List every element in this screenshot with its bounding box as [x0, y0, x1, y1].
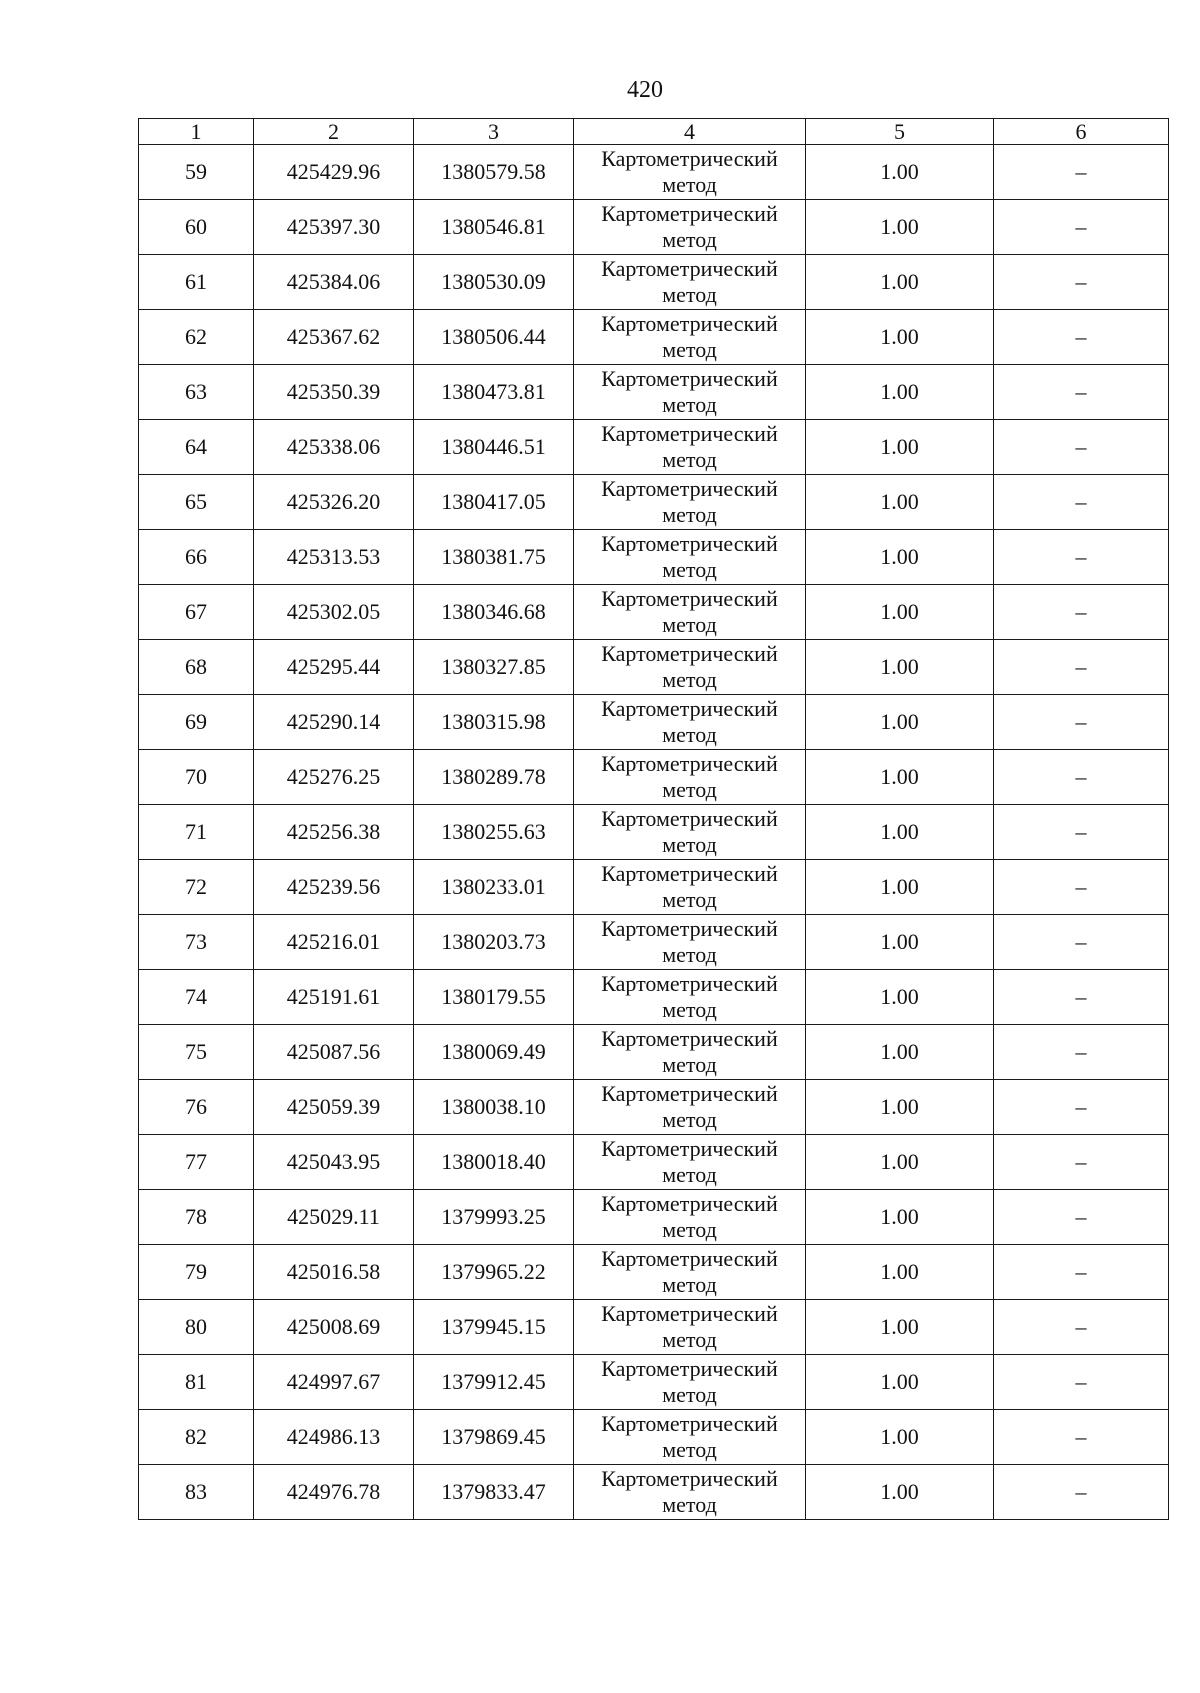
note-cell: –	[994, 805, 1169, 860]
coordinates-table	[138, 118, 1169, 1520]
method-cell: Картометрический метод	[574, 585, 806, 640]
point-number-cell: 69	[139, 695, 254, 750]
method-cell: Картометрический метод	[574, 1135, 806, 1190]
point-number-cell: 68	[139, 640, 254, 695]
y-coordinate-cell: 1379869.45	[414, 1410, 574, 1465]
x-coordinate-cell: 425191.61	[254, 970, 414, 1025]
y-coordinate-cell: 1380579.58	[414, 145, 574, 200]
point-number-cell: 83	[139, 1465, 254, 1520]
y-coordinate-cell: 1379993.25	[414, 1190, 574, 1245]
y-coordinate-cell: 1380233.01	[414, 860, 574, 915]
point-number-cell: 70	[139, 750, 254, 805]
note-cell: –	[994, 310, 1169, 365]
x-coordinate-cell: 425290.14	[254, 695, 414, 750]
y-coordinate-cell: 1380473.81	[414, 365, 574, 420]
x-coordinate-cell: 425397.30	[254, 200, 414, 255]
accuracy-cell: 1.00	[806, 255, 994, 310]
note-cell: –	[994, 860, 1169, 915]
point-number-cell: 79	[139, 1245, 254, 1300]
x-coordinate-cell: 425295.44	[254, 640, 414, 695]
accuracy-cell: 1.00	[806, 1135, 994, 1190]
table-row	[139, 365, 1169, 420]
point-number-cell: 78	[139, 1190, 254, 1245]
note-cell: –	[994, 1080, 1169, 1135]
accuracy-cell: 1.00	[806, 1080, 994, 1135]
method-cell: Картометрический метод	[574, 695, 806, 750]
method-cell: Картометрический метод	[574, 200, 806, 255]
point-number-cell: 75	[139, 1025, 254, 1080]
x-coordinate-cell: 424976.78	[254, 1465, 414, 1520]
x-coordinate-cell: 425326.20	[254, 475, 414, 530]
accuracy-cell: 1.00	[806, 1025, 994, 1080]
method-cell: Картометрический метод	[574, 640, 806, 695]
table-row	[139, 1410, 1169, 1465]
note-cell: –	[994, 585, 1169, 640]
note-cell: –	[994, 1245, 1169, 1300]
method-cell: Картометрический метод	[574, 1355, 806, 1410]
column-header-5: 5	[806, 119, 994, 145]
accuracy-cell: 1.00	[806, 1190, 994, 1245]
column-header-1: 1	[139, 119, 254, 145]
method-cell: Картометрический метод	[574, 1025, 806, 1080]
method-cell: Картометрический метод	[574, 1190, 806, 1245]
page-number: 420	[627, 77, 663, 103]
accuracy-cell: 1.00	[806, 915, 994, 970]
point-number-cell: 60	[139, 200, 254, 255]
y-coordinate-cell: 1380203.73	[414, 915, 574, 970]
x-coordinate-cell: 425216.01	[254, 915, 414, 970]
x-coordinate-cell: 425429.96	[254, 145, 414, 200]
point-number-cell: 82	[139, 1410, 254, 1465]
accuracy-cell: 1.00	[806, 1300, 994, 1355]
note-cell: –	[994, 255, 1169, 310]
note-cell: –	[994, 915, 1169, 970]
method-cell: Картометрический метод	[574, 1300, 806, 1355]
y-coordinate-cell: 1379912.45	[414, 1355, 574, 1410]
column-header-3: 3	[414, 119, 574, 145]
note-cell: –	[994, 750, 1169, 805]
accuracy-cell: 1.00	[806, 585, 994, 640]
x-coordinate-cell: 425367.62	[254, 310, 414, 365]
note-cell: –	[994, 1025, 1169, 1080]
table-row	[139, 1245, 1169, 1300]
table-row	[139, 145, 1169, 200]
x-coordinate-cell: 425384.06	[254, 255, 414, 310]
accuracy-cell: 1.00	[806, 750, 994, 805]
table-row	[139, 695, 1169, 750]
method-cell: Картометрический метод	[574, 365, 806, 420]
x-coordinate-cell: 425043.95	[254, 1135, 414, 1190]
x-coordinate-cell: 424997.67	[254, 1355, 414, 1410]
table-row	[139, 640, 1169, 695]
note-cell: –	[994, 1135, 1169, 1190]
note-cell: –	[994, 970, 1169, 1025]
method-cell: Картометрический метод	[574, 805, 806, 860]
point-number-cell: 72	[139, 860, 254, 915]
y-coordinate-cell: 1380038.10	[414, 1080, 574, 1135]
method-cell: Картометрический метод	[574, 970, 806, 1025]
accuracy-cell: 1.00	[806, 695, 994, 750]
x-coordinate-cell: 424986.13	[254, 1410, 414, 1465]
note-cell: –	[994, 1190, 1169, 1245]
table-row	[139, 200, 1169, 255]
accuracy-cell: 1.00	[806, 1465, 994, 1520]
point-number-cell: 67	[139, 585, 254, 640]
note-cell: –	[994, 420, 1169, 475]
note-cell: –	[994, 695, 1169, 750]
table-body	[139, 145, 1169, 1520]
accuracy-cell: 1.00	[806, 860, 994, 915]
point-number-cell: 77	[139, 1135, 254, 1190]
accuracy-cell: 1.00	[806, 640, 994, 695]
x-coordinate-cell: 425008.69	[254, 1300, 414, 1355]
point-number-cell: 64	[139, 420, 254, 475]
note-cell: –	[994, 1410, 1169, 1465]
method-cell: Картометрический метод	[574, 145, 806, 200]
y-coordinate-cell: 1380327.85	[414, 640, 574, 695]
accuracy-cell: 1.00	[806, 530, 994, 585]
column-header-6: 6	[994, 119, 1169, 145]
column-header-4: 4	[574, 119, 806, 145]
note-cell: –	[994, 200, 1169, 255]
y-coordinate-cell: 1380069.49	[414, 1025, 574, 1080]
x-coordinate-cell: 425059.39	[254, 1080, 414, 1135]
accuracy-cell: 1.00	[806, 200, 994, 255]
accuracy-cell: 1.00	[806, 1245, 994, 1300]
accuracy-cell: 1.00	[806, 310, 994, 365]
accuracy-cell: 1.00	[806, 365, 994, 420]
y-coordinate-cell: 1379833.47	[414, 1465, 574, 1520]
table-row	[139, 970, 1169, 1025]
note-cell: –	[994, 365, 1169, 420]
point-number-cell: 80	[139, 1300, 254, 1355]
point-number-cell: 63	[139, 365, 254, 420]
point-number-cell: 76	[139, 1080, 254, 1135]
point-number-cell: 81	[139, 1355, 254, 1410]
x-coordinate-cell: 425256.38	[254, 805, 414, 860]
accuracy-cell: 1.00	[806, 1355, 994, 1410]
y-coordinate-cell: 1380346.68	[414, 585, 574, 640]
y-coordinate-cell: 1380179.55	[414, 970, 574, 1025]
y-coordinate-cell: 1380315.98	[414, 695, 574, 750]
method-cell: Картометрический метод	[574, 1245, 806, 1300]
method-cell: Картометрический метод	[574, 530, 806, 585]
y-coordinate-cell: 1380530.09	[414, 255, 574, 310]
method-cell: Картометрический метод	[574, 475, 806, 530]
accuracy-cell: 1.00	[806, 805, 994, 860]
y-coordinate-cell: 1380417.05	[414, 475, 574, 530]
table-row	[139, 1355, 1169, 1410]
point-number-cell: 59	[139, 145, 254, 200]
method-cell: Картометрический метод	[574, 860, 806, 915]
table-row	[139, 1135, 1169, 1190]
x-coordinate-cell: 425029.11	[254, 1190, 414, 1245]
header-row	[139, 119, 1169, 145]
accuracy-cell: 1.00	[806, 475, 994, 530]
table-row	[139, 530, 1169, 585]
table-row	[139, 1465, 1169, 1520]
note-cell: –	[994, 145, 1169, 200]
y-coordinate-cell: 1380381.75	[414, 530, 574, 585]
table-row	[139, 1080, 1169, 1135]
x-coordinate-cell: 425239.56	[254, 860, 414, 915]
table-row	[139, 420, 1169, 475]
y-coordinate-cell: 1379945.15	[414, 1300, 574, 1355]
table-row	[139, 750, 1169, 805]
point-number-cell: 65	[139, 475, 254, 530]
method-cell: Картометрический метод	[574, 1080, 806, 1135]
table-row	[139, 475, 1169, 530]
method-cell: Картометрический метод	[574, 750, 806, 805]
note-cell: –	[994, 530, 1169, 585]
point-number-cell: 66	[139, 530, 254, 585]
note-cell: –	[994, 640, 1169, 695]
note-cell: –	[994, 475, 1169, 530]
table-row	[139, 1190, 1169, 1245]
point-number-cell: 73	[139, 915, 254, 970]
point-number-cell: 61	[139, 255, 254, 310]
table-row	[139, 1025, 1169, 1080]
y-coordinate-cell: 1380018.40	[414, 1135, 574, 1190]
point-number-cell: 74	[139, 970, 254, 1025]
note-cell: –	[994, 1355, 1169, 1410]
table-row	[139, 255, 1169, 310]
table-row	[139, 310, 1169, 365]
y-coordinate-cell: 1380506.44	[414, 310, 574, 365]
x-coordinate-cell: 425016.58	[254, 1245, 414, 1300]
y-coordinate-cell: 1379965.22	[414, 1245, 574, 1300]
accuracy-cell: 1.00	[806, 145, 994, 200]
method-cell: Картометрический метод	[574, 915, 806, 970]
table-row	[139, 585, 1169, 640]
x-coordinate-cell: 425276.25	[254, 750, 414, 805]
x-coordinate-cell: 425313.53	[254, 530, 414, 585]
accuracy-cell: 1.00	[806, 1410, 994, 1465]
x-coordinate-cell: 425350.39	[254, 365, 414, 420]
x-coordinate-cell: 425302.05	[254, 585, 414, 640]
x-coordinate-cell: 425338.06	[254, 420, 414, 475]
table-row	[139, 1300, 1169, 1355]
table-row	[139, 915, 1169, 970]
accuracy-cell: 1.00	[806, 970, 994, 1025]
y-coordinate-cell: 1380289.78	[414, 750, 574, 805]
x-coordinate-cell: 425087.56	[254, 1025, 414, 1080]
y-coordinate-cell: 1380446.51	[414, 420, 574, 475]
table-row	[139, 805, 1169, 860]
method-cell: Картометрический метод	[574, 1410, 806, 1465]
note-cell: –	[994, 1300, 1169, 1355]
y-coordinate-cell: 1380546.81	[414, 200, 574, 255]
method-cell: Картометрический метод	[574, 420, 806, 475]
method-cell: Картометрический метод	[574, 255, 806, 310]
method-cell: Картометрический метод	[574, 310, 806, 365]
y-coordinate-cell: 1380255.63	[414, 805, 574, 860]
point-number-cell: 71	[139, 805, 254, 860]
accuracy-cell: 1.00	[806, 420, 994, 475]
point-number-cell: 62	[139, 310, 254, 365]
column-header-2: 2	[254, 119, 414, 145]
method-cell: Картометрический метод	[574, 1465, 806, 1520]
note-cell: –	[994, 1465, 1169, 1520]
table-header	[139, 119, 1169, 145]
table-row	[139, 860, 1169, 915]
